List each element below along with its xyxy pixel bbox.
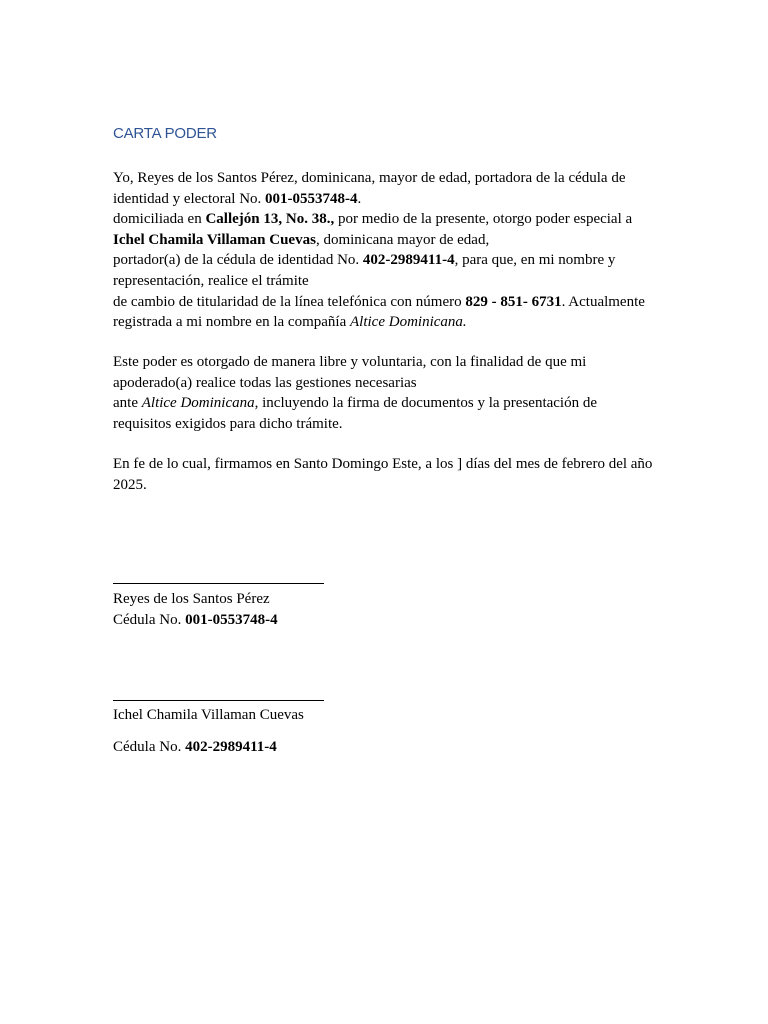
paragraph-closing [113,454,673,495]
p3-line-2 [113,475,673,496]
signatory-id-attorney [113,737,277,758]
signatory-name-grantor: Reyes de los Santos Pérez [113,591,270,607]
p2-line-3 [113,393,673,414]
p1-line-4 [113,230,673,251]
text-run: Yo, Reyes de los Santos Pérez, dominicana, mayor de edad, portadora de la cédula de [113,170,626,186]
p2-line-2 [113,373,673,394]
text-run: portador(a) de la cédula de identidad No. [113,252,363,269]
attorney-name: Ichel Chamila Villaman Cuevas [113,231,316,248]
text-run: domiciliada en [113,211,206,228]
text-run: identidad y electoral No. [113,190,266,207]
p1-line-6 [113,271,673,292]
text-run: . Actualmente [561,293,645,310]
signatory-id-grantor [113,610,278,631]
id-number: 402-2989411-4 [185,739,277,755]
signature-line-grantor [113,583,324,584]
signatory-name-attorney: Ichel Chamila Villaman Cuevas [113,707,304,723]
text-run: por medio de la presente, otorgo poder especial a [334,211,633,228]
text-run: 2025. [113,476,147,493]
signature-line-attorney [113,700,324,701]
id-number: 001-0553748-4 [185,612,278,628]
text-run: de cambio de titularidad de la línea telefónica con número [113,293,466,310]
p3-line-1 [113,454,673,475]
text-run: registrada a mi nombre en la compañía [113,314,350,331]
phone-number: 829 - 851- 6731 [465,293,562,310]
paragraph-grant-of-power [113,168,673,333]
p2-line-4 [113,414,673,435]
p1-line-1 [113,168,673,189]
grantor-id-number: 001-0553748-4 [265,190,358,207]
text-run: En fe de lo cual, firmamos en Santo Domingo Este, a los ] días del mes de febrero del año [113,456,653,472]
text-run: requisitos exigidos para dicho trámite. [113,415,343,432]
paragraph-scope [113,352,673,434]
text-run: , para que, en mi nombre y [454,252,616,269]
id-label: Cédula No. [113,612,186,628]
text-run: , dominicana mayor de edad, [315,231,490,248]
text-run: representación, realice el trámite [113,272,309,289]
grantor-address: Callejón 13, No. 38., [205,211,335,228]
p1-line-8 [113,312,673,333]
text-run: apoderado(a) realice todas las gestiones necesarias [113,374,417,391]
p1-line-2 [113,189,673,210]
company-name: Altice Dominicana. [350,314,467,331]
id-label: Cédula No. [113,739,186,755]
text-run: , incluyendo la firma de documentos y la presentación de [254,395,598,412]
p1-line-5 [113,250,673,271]
company-name: Altice Dominicana [141,395,255,412]
p1-line-7 [113,292,673,313]
p2-line-1 [113,352,673,373]
attorney-id-number: 402-2989411-4 [362,252,455,269]
text-run: . [357,190,362,207]
text-run: ante [113,395,142,412]
document-title: CARTA PODER [113,125,217,142]
text-run: Este poder es otorgado de manera libre y voluntaria, con la finalidad de que mi [113,354,587,370]
p1-line-3 [113,209,673,230]
